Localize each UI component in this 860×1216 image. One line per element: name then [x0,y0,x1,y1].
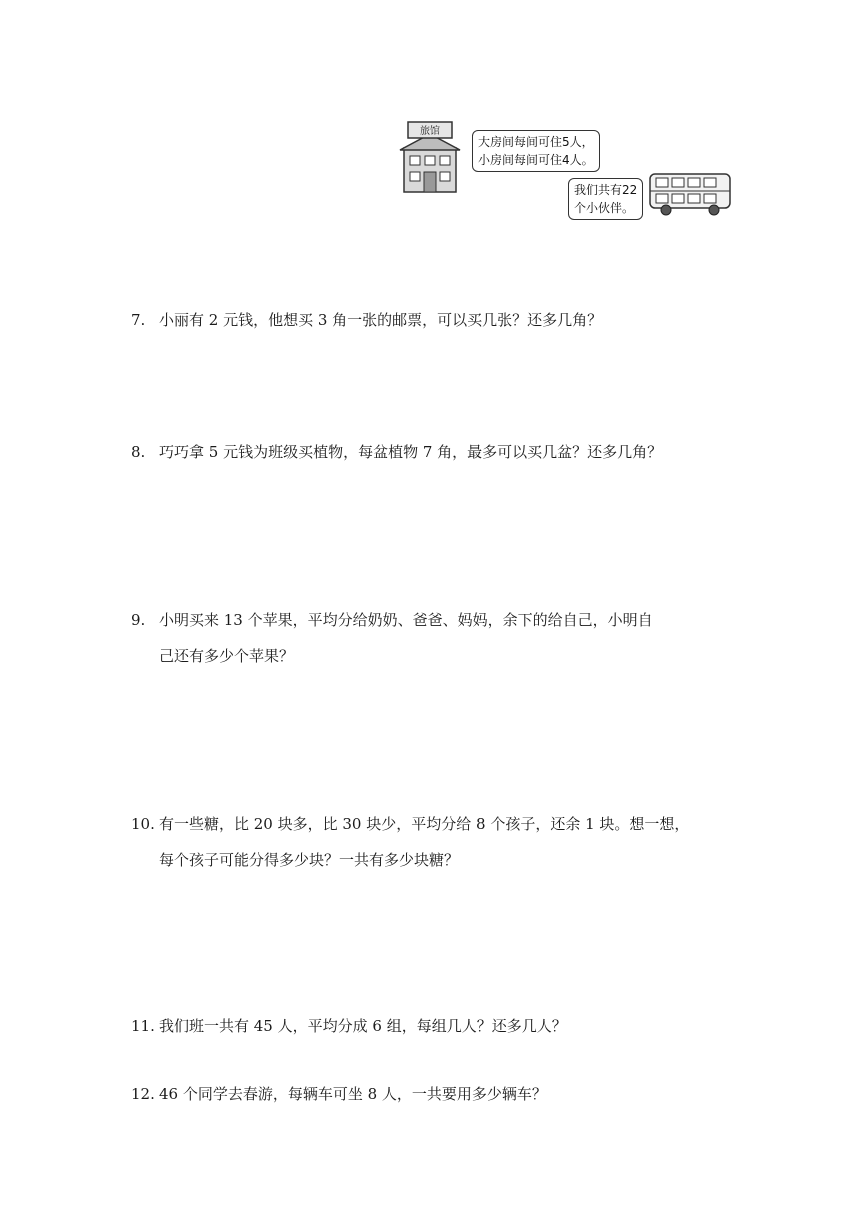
question-number: 9. [131,611,146,629]
question-number: 12. [131,1085,155,1103]
bus-bubble-line: 个小伙伴。 [574,201,635,215]
question-text: 我们班一共有 45 人，平均分成 6 组，每组几人？还多几人？ [159,1017,567,1035]
question-7 [131,302,751,338]
illustration [392,112,737,220]
question-text: 每个孩子可能分得多少块？一共有多少块糖？ [159,851,460,869]
hotel-sign: 旅馆 [420,126,440,137]
bus-bubble-line: 我们共有22 [574,183,638,197]
hotel-bubble-line: 小房间每间可住4人。 [478,153,594,167]
question-text: 巧巧拿 5 元钱为班级买植物，每盆植物 7 角，最多可以买几盆？还多几角？ [159,443,663,461]
question-10 [131,806,751,878]
question-number: 8. [131,443,146,461]
question-number: 10. [131,815,155,833]
bus-speech-bubble [568,178,643,220]
hotel-building-icon [398,120,462,196]
double-decker-bus-icon [648,172,732,216]
question-number: 11. [131,1017,155,1035]
hotel-speech-bubble [472,130,600,172]
question-number: 7. [131,311,146,329]
question-9 [131,602,751,674]
question-12 [131,1076,751,1112]
question-text: 有一些糖，比 20 块多，比 30 块少，平均分给 8 个孩子，还余 1 块。想一想， [159,815,690,833]
question-text: 46 个同学去春游，每辆车可坐 8 人，一共要用多少辆车？ [159,1085,547,1103]
question-11 [131,1008,751,1044]
question-text: 小丽有 2 元钱，他想买 3 角一张的邮票，可以买几张？还多几角？ [159,311,603,329]
question-text: 己还有多少个苹果？ [159,647,295,665]
question-8 [131,434,751,470]
question-text: 小明买来 13 个苹果，平均分给奶奶、爸爸、妈妈，余下的给自己，小明自 [159,611,653,629]
hotel-bubble-line: 大房间每间可住5人， [478,135,594,149]
